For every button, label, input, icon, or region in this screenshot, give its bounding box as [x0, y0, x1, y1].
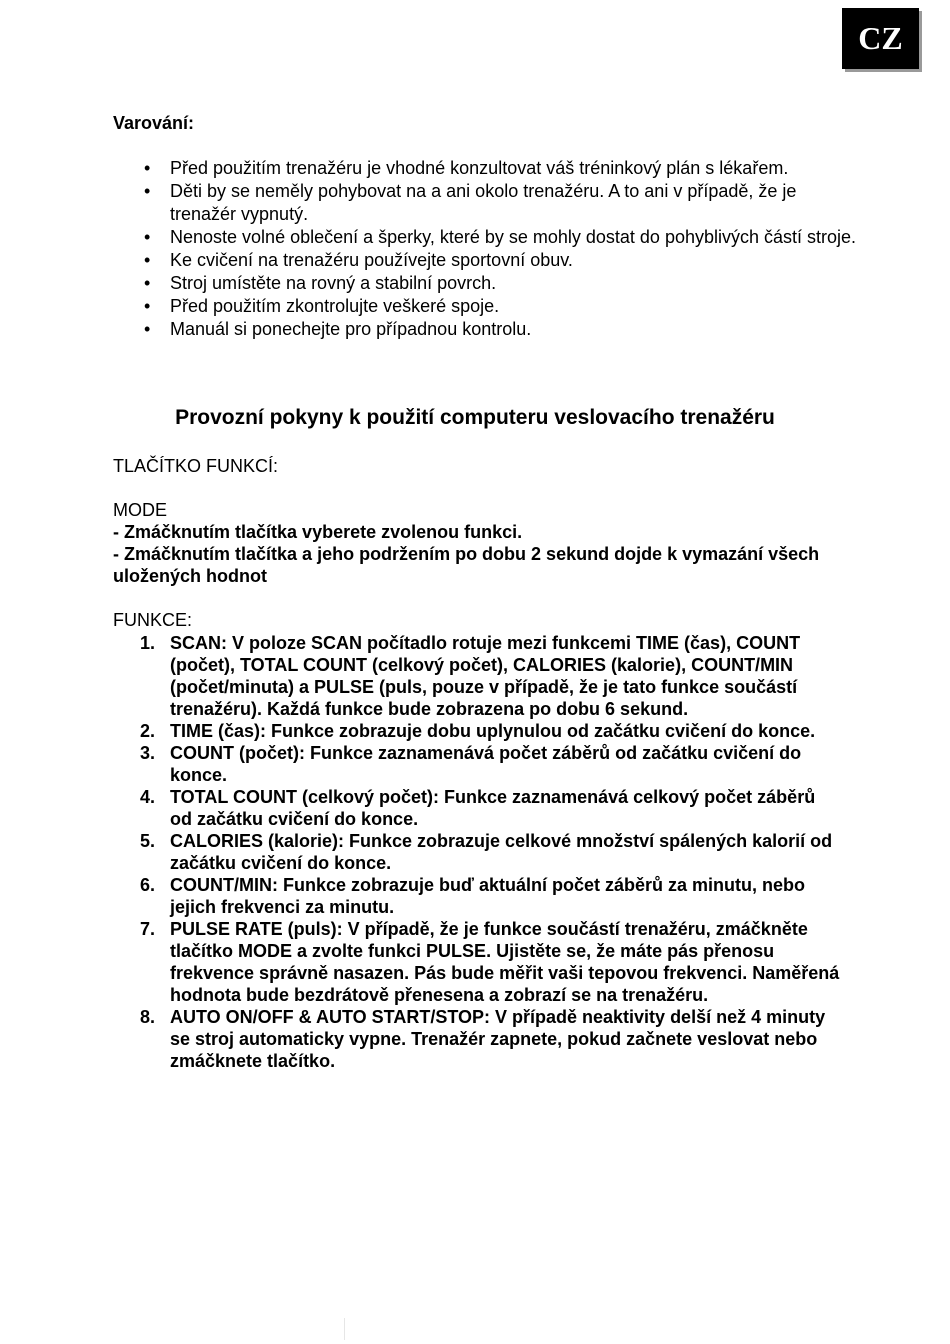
warning-list	[140, 157, 860, 341]
item-number: 2.	[140, 721, 156, 741]
warning-item	[140, 180, 860, 226]
warning-item-text: Nenoste volné oblečení a šperky, které by se mohly dostat do pohyblivých částí stroje.	[170, 227, 857, 247]
function-text: TOTAL COUNT (celkový počet): Funkce zaznamenává celkový počet záběrů od začátku cvičení do konce.	[170, 787, 816, 829]
item-number: 3.	[140, 743, 156, 763]
function-text: TIME (čas): Funkce zobrazuje dobu uplynulou od začátku cvičení do konce.	[170, 721, 816, 741]
bullet-icon: •	[144, 158, 151, 178]
functions-heading: FUNKCE:	[113, 610, 193, 630]
bullet-icon: •	[144, 227, 151, 247]
language-badge: CZ	[842, 8, 919, 69]
function-item	[140, 742, 840, 786]
item-number: 5.	[140, 831, 156, 851]
functions-list	[140, 632, 840, 1072]
bullet-icon: •	[144, 296, 151, 316]
item-number: 4.	[140, 787, 156, 807]
function-item	[140, 720, 840, 742]
scan-artifact	[344, 1318, 345, 1340]
mode-line: - Zmáčknutím tlačítka vyberete zvolenou funkci.	[113, 522, 523, 542]
mode-line: - Zmáčknutím tlačítka a jeho podržením po dobu 2 sekund dojde k vymazání všech uložených hodnot	[113, 544, 820, 586]
warning-heading: Varování:	[113, 113, 195, 133]
warning-item-text: Manuál si ponechejte pro případnou kontrolu.	[170, 319, 532, 339]
function-item	[140, 830, 840, 874]
function-text: COUNT/MIN: Funkce zobrazuje buď aktuální počet záběrů za minutu, nebo jejich frekvenci za minutu.	[170, 875, 805, 917]
function-item	[140, 632, 840, 720]
warning-item-text: Před použitím zkontrolujte veškeré spoje.	[170, 296, 500, 316]
mode-description	[113, 521, 833, 587]
item-number: 8.	[140, 1007, 156, 1027]
warning-item-text: Děti by se neměly pohybovat na a ani okolo trenažéru. A to ani v případě, že je trenažér vypnutý.	[170, 181, 797, 224]
function-item	[140, 1006, 840, 1072]
warning-item-text: Stroj umístěte na rovný a stabilní povrch.	[170, 273, 497, 293]
function-item	[140, 786, 840, 830]
function-item	[140, 874, 840, 918]
warning-item	[140, 157, 860, 180]
item-number: 1.	[140, 633, 156, 653]
function-text: SCAN: V poloze SCAN počítadlo rotuje mezi funkcemi TIME (čas), COUNT (počet), TOTAL COUNT (celkový počet), CALORIES (kalorie), COUNT/MIN (počet/minuta) a PULSE (puls, pouze v případě, že je tato funkce součástí trenažéru). Každá funkce bude zobrazena po dobu 6 sekund.	[170, 633, 801, 719]
bullet-icon: •	[144, 273, 151, 293]
bullet-icon: •	[144, 250, 151, 270]
warning-item	[140, 226, 860, 249]
function-text: CALORIES (kalorie): Funkce zobrazuje celkové množství spálených kalorií od začátku cvičení do konce.	[170, 831, 833, 873]
mode-label: MODE	[113, 500, 167, 520]
function-text: PULSE RATE (puls): V případě, že je funkce součástí trenažéru, zmáčkněte tlačítko MODE a zvolte funkci PULSE. Ujistěte se, že máte pás přenosu frekvence správně nasazen. Pás bude měřit vaši tepovou frekvenci. Naměřená hodnota bude bezdrátově přenesena a zobrazí se na trenažéru.	[170, 919, 840, 1005]
warning-item	[140, 272, 860, 295]
buttons-heading: TLAČÍTKO FUNKCÍ:	[113, 456, 279, 476]
function-item	[140, 918, 840, 1006]
item-number: 6.	[140, 875, 156, 895]
bullet-icon: •	[144, 181, 151, 201]
warning-item	[140, 295, 860, 318]
bullet-icon: •	[144, 319, 151, 339]
warning-item	[140, 318, 860, 341]
function-text: COUNT (počet): Funkce zaznamenává počet záběrů od začátku cvičení do konce.	[170, 743, 802, 785]
warning-item	[140, 249, 860, 272]
page-title: Provozní pokyny k použití computeru veslovacího trenažéru	[175, 406, 775, 429]
warning-item-text: Ke cvičení na trenažéru používejte sportovní obuv.	[170, 250, 573, 270]
warning-item-text: Před použitím trenažéru je vhodné konzultovat váš tréninkový plán s lékařem.	[170, 158, 789, 178]
function-text: AUTO ON/OFF & AUTO START/STOP: V případě neaktivity delší než 4 minuty se stroj automaticky vypne. Trenažér zapnete, pokud začnete veslovat nebo zmáčknete tlačítko.	[170, 1007, 826, 1071]
item-number: 7.	[140, 919, 156, 939]
